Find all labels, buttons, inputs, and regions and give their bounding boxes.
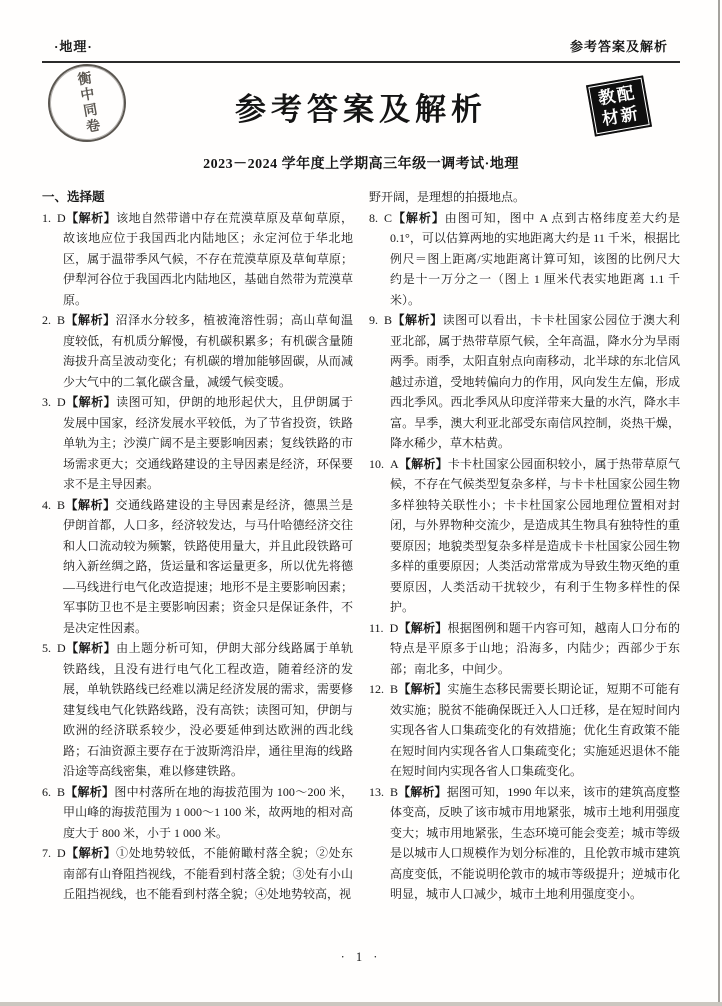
item-analysis-tag: 【解析】	[398, 456, 448, 471]
answer-item	[369, 782, 680, 905]
badge-line-2: 材新	[600, 103, 642, 129]
answer-item	[369, 454, 680, 618]
answer-item	[369, 679, 680, 782]
item-number: 6.	[42, 784, 51, 799]
item-analysis-tag: 【解析】	[398, 682, 448, 696]
section-heading: 一、选择题	[42, 190, 105, 204]
page-edge-right	[718, 0, 720, 1006]
item-answer-letter: D	[57, 210, 66, 225]
item-analysis-tag: 【解析】	[65, 846, 117, 860]
exam-subtitle: 2023－2024 学年度上学期高三年级一调考试·地理	[203, 157, 519, 172]
item-answer-letter: D	[57, 395, 66, 409]
item-answer-letter: B	[57, 497, 66, 512]
answer-item	[369, 618, 680, 680]
item-answer-letter: A	[390, 456, 399, 471]
answer-item	[42, 310, 353, 392]
item-analysis-tag: 【解析】	[392, 313, 443, 327]
item-answer-letter: D	[57, 641, 66, 655]
item-number: 3.	[42, 395, 51, 409]
item-number: 4.	[42, 497, 51, 512]
page-number: · 1 ·	[340, 950, 382, 964]
continuation-text: 野开阔，是理想的拍摄地点。	[369, 190, 526, 204]
item-number: 7.	[42, 846, 51, 860]
item-answer-letter: C	[384, 210, 393, 225]
item-analysis-text: 卡卡杜国家公园面积较小，属于热带草原气候，不存在气候类型复杂多样，与卡卡杜国家公园生物多样独特关联性小；卡卡杜国家公园地理位置相对封闭，与外界物种交流少，是造成其生物具有独特性的重要原因；地貌类型复杂多样是造成卡卡杜国家公园生物多样的重要原因；人类活动常常成为导致生物灭绝的重要原因，人类活动干扰较少，有利于生物多样性的保护。	[390, 456, 680, 614]
item-analysis-text: 读图可知，伊朗的地形起伏大，且伊朗属于发展中国家，经济发展水平较低，为了节省投资，铁路单轨为主；沙漠广阔不是主要影响因素；复线铁路的市场需求更大；交通线路建设的主导因素是经济，环保要求不是主导因素。	[63, 395, 353, 491]
edition-badge	[586, 75, 652, 136]
item-analysis-tag: 【解析】	[398, 784, 447, 799]
item-number: 12.	[369, 682, 384, 696]
item-analysis-tag: 【解析】	[65, 784, 115, 799]
item-number: 11.	[369, 620, 384, 635]
item-analysis-tag: 【解析】	[65, 395, 117, 409]
answer-item	[369, 310, 680, 454]
answer-item	[42, 392, 353, 495]
item-answer-letter: B	[57, 313, 66, 327]
item-answer-letter: B	[57, 784, 66, 799]
answer-item	[42, 208, 353, 311]
item-answer-letter: B	[384, 313, 393, 327]
item-analysis-text: 根据图例和题干内容可知，越南人口分布的特点是平原多于山地；沿海多，内陆少；西部少于东部；南北多，中间少。	[390, 620, 680, 676]
left-column	[42, 187, 353, 905]
item-analysis-text: 该地自然带谱中存在荒漠草原及草甸草原，故该地应位于我国西北内陆地区；永定河位于华北地区，属于温带季风气候，不存在荒漠草原及草甸草原；伊犁河谷位于我国西北内陆地区，基础自然带为荒漠草原。	[63, 210, 353, 307]
answer-item	[42, 843, 353, 905]
answer-item	[42, 638, 353, 782]
item-analysis-text: 沼泽水分较多，植被淹溶性弱；高山草甸温度较低，有机质分解慢，有机碳积累多；有机碳含量随海拔升高呈波动变化；有机碳的增加能够固碳，从而减少大气中的二氧化碳含量，减缓气候变暖。	[63, 313, 353, 389]
item-number: 5.	[42, 641, 51, 655]
header-section-label: 参考答案及解析	[569, 39, 668, 54]
item-analysis-tag: 【解析】	[65, 313, 116, 327]
item-analysis-text: 实施生态移民需要长期论证，短期不可能有效实施；脱贫不能确保既迁入人口迁移，是在短时间内实现各省人口集疏变化的有效措施；优化生育政策不能在短时间内实现各省人口集疏变化；实施延迟退休不能在短时间内实现各省人口集疏变化。	[390, 682, 680, 778]
answer-item	[42, 782, 353, 844]
item-analysis-text: 由图可知，图中 A 点到古格纬度差大约是 0.1°，可以估算两地的实地距离大约是 11 千米，根据比例尺＝图上距离/实地距离计算可知，该图的比例尺大约是十一万分之一（图上 1 厘米代表实地距离 1.1 千米）。	[390, 210, 680, 307]
answer-item	[42, 495, 353, 639]
left-answer-list	[42, 208, 353, 905]
page-edge-bottom	[0, 1002, 722, 1006]
item-analysis-tag: 【解析】	[392, 210, 445, 225]
right-answer-list	[369, 208, 680, 905]
item-number: 2.	[42, 313, 51, 327]
header-subject-label: ·地理·	[54, 39, 93, 54]
item-number: 13.	[369, 784, 384, 799]
item-answer-letter: B	[390, 784, 399, 799]
answer-item	[369, 208, 680, 311]
answer-columns	[42, 187, 680, 905]
item-analysis-tag: 【解析】	[65, 497, 116, 512]
seal-text: 衡中同卷	[74, 70, 101, 136]
page-title: 参考答案及解析	[235, 92, 487, 127]
item-analysis-text: 据图可知，1990 年以来，该市的建筑高度整体变高，反映了该市城市用地紧张，城市土地利用强度变大；城市用地紧张，生态环境可能会变差；城市等级是以城市人口规模作为划分标准的，且伦敦市城市建筑高度变低，不能说明伦敦市的城市等级提升；逆城市化明显，城市人口减少，城市土地利用强度变小。	[390, 784, 680, 901]
item-answer-letter: B	[390, 682, 399, 696]
item-analysis-tag: 【解析】	[65, 210, 117, 225]
page-header	[42, 36, 680, 63]
item-analysis-text: 由上题分析可知，伊朗大部分线路属于单轨铁路线，且没有进行电气化工程改造，随着经济的发展，单轨铁路线已经难以满足经济发展的需求，需要修建复线电气化铁路线路，没有高铁；读图可知，伊朗与欧洲的经济联系较少，没必要延伸到达欧洲的西北线路；石油资源主要存在于波斯湾沿岸，通往里海的线路沿途等高线密集，难以修建铁路。	[63, 641, 353, 778]
item-number: 10.	[369, 456, 384, 471]
item-analysis-tag: 【解析】	[65, 641, 117, 655]
right-column	[369, 187, 680, 905]
item-analysis-text: 图中村落所在地的海拔范围为 100～200 米，甲山峰的海拔范围为 1 000～1 100 米，故两地的相对高度大于 800 米，小于 1 000 米。	[63, 784, 353, 840]
item-analysis-text: ①处地势较低，不能俯瞰村落全貌；②处东南部有山脊阻挡视线，不能看到村落全貌；③处有小山丘阻挡视线，也不能看到村落全貌；④处地势较高，视	[63, 846, 353, 901]
item-answer-letter: D	[389, 620, 399, 635]
item-analysis-tag: 【解析】	[398, 620, 448, 635]
item-analysis-text: 读图可以看出，卡卡杜国家公园位于澳大利亚北部，属于热带草原气候，全年高温，降水分为旱雨两季。雨季，太阳直射点向南移动，北半球的东北信风越过赤道，受地转偏向力的作用，风向发生左偏，形成西北季风。西北季风从印度洋带来大量的水汽，降水丰富。旱季，澳大利亚北部受东南信风控制，炎热干燥，降水稀少，草木枯黄。	[390, 313, 680, 450]
badge-line-1: 教配	[596, 82, 638, 109]
item-number: 9.	[369, 313, 378, 327]
item-number: 8.	[369, 210, 378, 225]
item-number: 1.	[42, 210, 51, 225]
item-analysis-text: 交通线路建设的主导因素是经济，德黑兰是伊朗首都，人口多，经济较发达，与马什哈德经济交往和人口流动较为频繁，铁路使用量大，并且此段铁路可纳入新丝绸之路，货运量和客运量更多，所以优先将德—马线进行电气化改造提速；地形不是主要影响因素；军事防卫也不是主要影响因素；资金只是保证条件，不是决定性因素。	[63, 497, 353, 635]
item-answer-letter: D	[57, 846, 66, 860]
